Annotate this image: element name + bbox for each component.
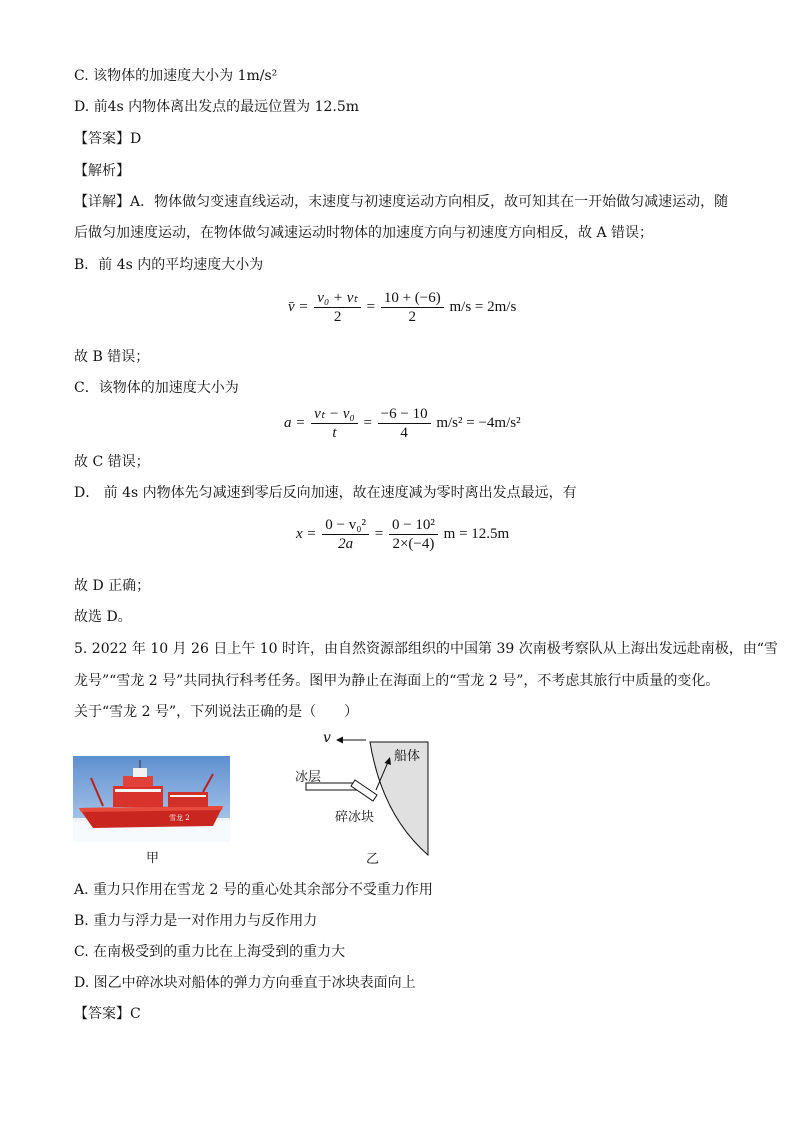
question-5-line-1: 5. 2022 年 10 月 26 日上午 10 时许，由自然资源部组织的中国第 39 次南极考察队从上海出发远赴南极，由“雪 [74,641,778,657]
eq-b-lhs: v̄ = [288,298,309,315]
option-c: C. 在南极受到的重力比在上海受到的重力大 [74,944,346,960]
detail-a-line-1: 【详解】A．物体做匀变速直线运动，末速度与初速度运动方向相反，故可知其在一开始做匀减速运动，随 [74,194,729,210]
question-5-line-3: 关于“雪龙 2 号”，下列说法正确的是（ ） [74,704,359,720]
detail-c-line-2: 故 C 错误； [74,454,150,470]
analysis-label: 【解析】 [74,163,130,179]
answer-label-1: 【答案】D [74,131,142,147]
caption-figure-a: 甲 [146,851,160,866]
eq-d-frac-1: $\frac{\text{0 − v₀²}}{2a}$ [322,516,369,553]
line-c-option: C. 该物体的加速度大小为 1m/s² [74,68,278,84]
diagram-ice-piece-label: 碎冰块 [335,810,375,825]
detail-d-line-1: D． 前 4s 内物体先匀减速到零后反向加速，故在速度减为零时离出发点最远，有 [74,485,577,501]
option-d: D. 图乙中碎冰块对船体的弹力方向垂直于冰块表面向上 [74,975,416,991]
icebreaker-photo [73,756,230,842]
eq-c-rhs: m/s² = −4m/s² [436,414,521,431]
diagram-velocity-label: v [323,730,331,746]
line-d-option: D. 前4s 内物体离出发点的最远位置为 12.5m [74,99,360,115]
eq-c-frac-1: $\frac{\text{vₜ − v₀}}{t}$ [311,405,358,442]
detail-b-line-2: 故 B 错误； [74,349,150,365]
answer-label-2: 【答案】C [74,1006,141,1022]
eq-b-equals: = [366,298,376,315]
option-b: B. 重力与浮力是一对作用力与反作用力 [74,913,318,929]
diagram-hull-label: 船体 [394,749,421,764]
eq-d-frac-2: $\frac{\text{0 − 10²}}{2\times(-4)}$ [389,516,438,553]
eq-c-frac-2: $\frac{-6 - 10}{4}$ [378,405,431,442]
detail-b-line-1: B．前 4s 内的平均速度大小为 [74,257,264,273]
eq-c-equals: = [363,414,372,431]
equation-average-velocity [288,289,516,326]
detail-c-line-1: C．该物体的加速度大小为 [74,380,239,396]
equation-displacement [296,516,509,553]
eq-b-frac-2: $\frac{10 + (-6)}{2}$ [381,289,444,326]
eq-d-lhs: x = [296,525,317,542]
equation-acceleration [284,405,521,442]
choose-line: 故选 D。 [74,609,132,625]
eq-b-rhs: m/s = 2m/s [449,298,517,315]
ship-hull-lettering: 雪龙 2 [169,814,190,822]
diagram-ice-layer-label: 冰层 [295,770,322,785]
eq-d-rhs: m = 12.5m [443,525,510,542]
caption-figure-b: 乙 [366,852,380,867]
eq-c-lhs: a = [284,414,306,431]
question-5-line-2: 龙号”“雪龙 2 号”共同执行科考任务。图甲为静止在海面上的“雪龙 2 号”，不考虑其旅行中质量的变化。 [74,673,720,689]
detail-a-line-2: 后做匀加速度运动，在物体做匀减速运动时物体的加速度方向与初速度方向相反，故 A 错误； [74,225,654,241]
eq-d-equals: = [374,525,384,542]
detail-d-line-2: 故 D 正确； [74,578,151,594]
eq-b-frac-1: $\frac{\text{v₀ + vₜ}}{2}$ [314,289,361,326]
option-a: A. 重力只作用在雪龙 2 号的重心处其余部分不受重力作用 [74,882,433,898]
